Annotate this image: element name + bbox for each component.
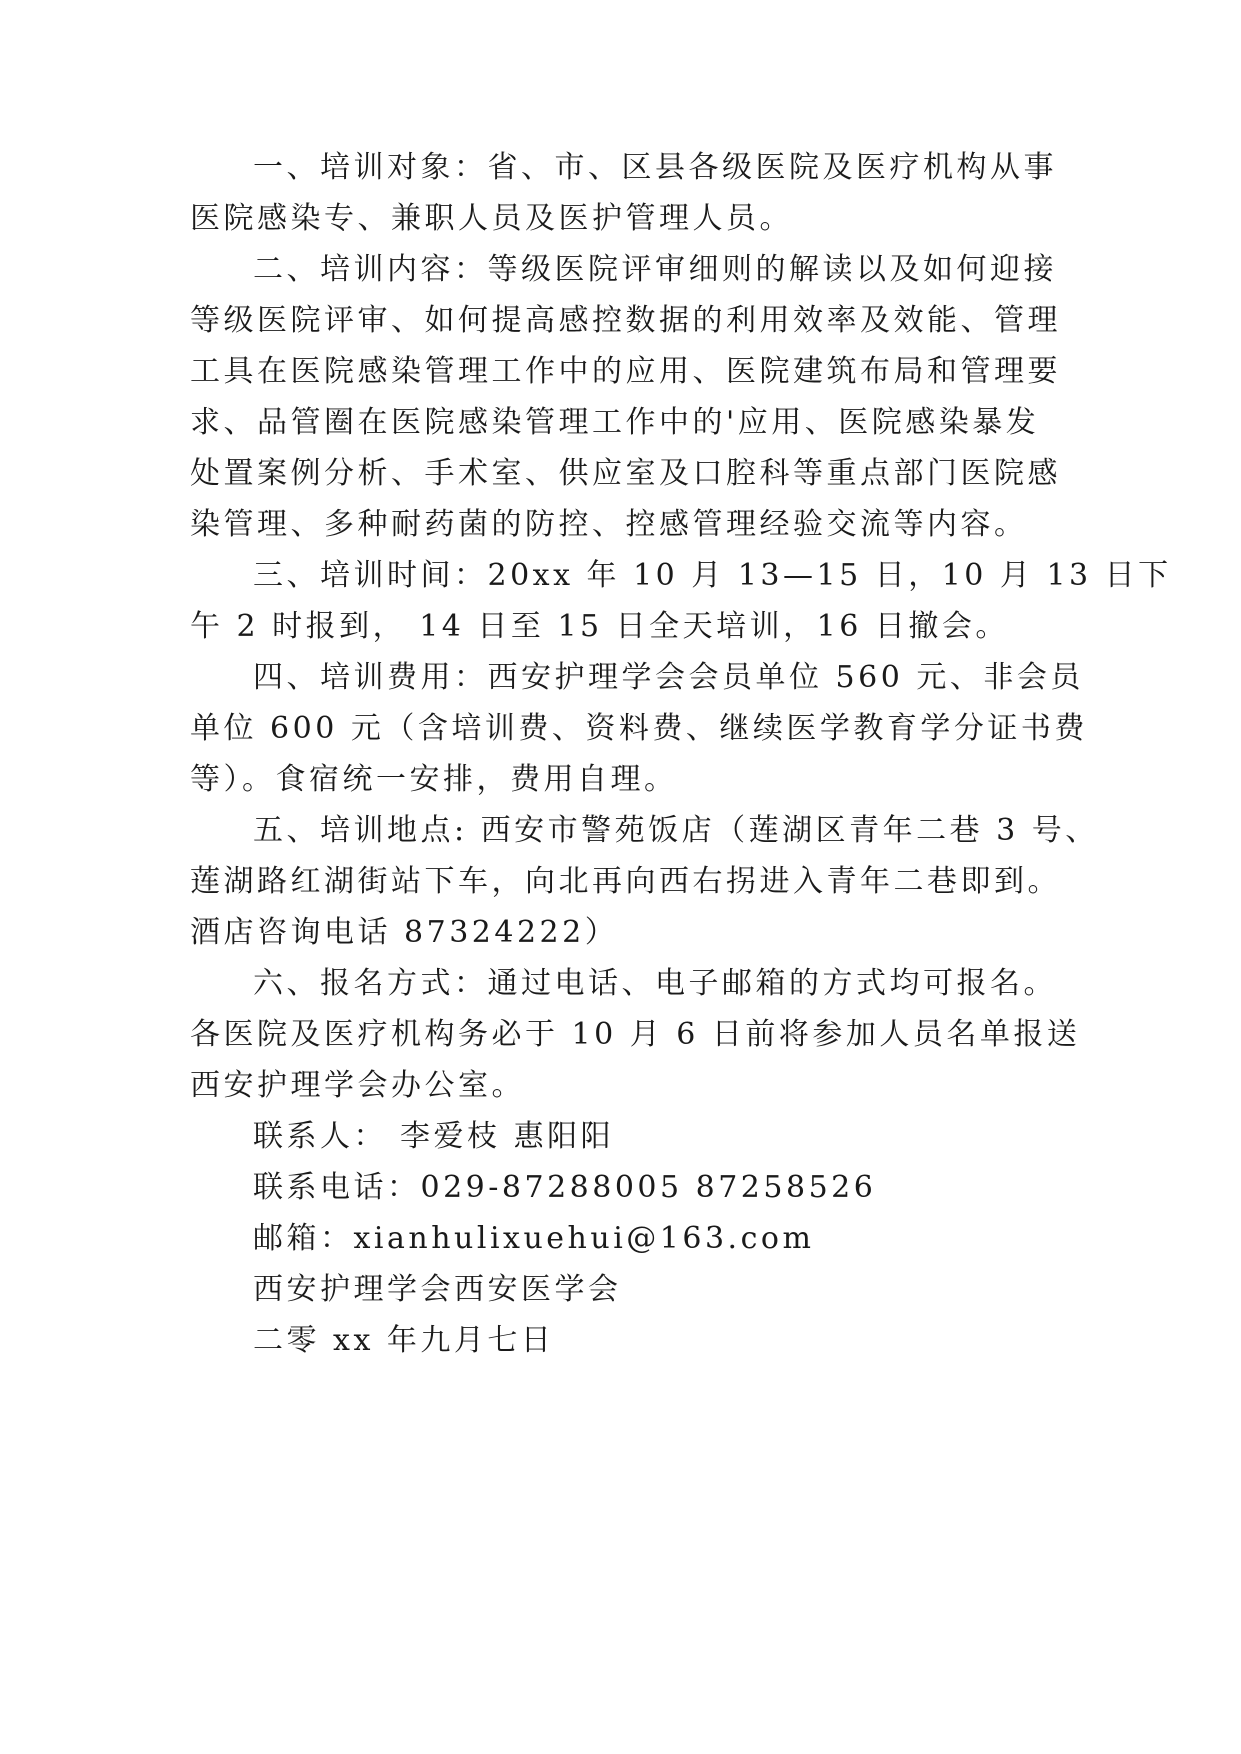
paragraph-3-line-1: 三、培训时间：20xx 年 10 月 13—15 日，10 月 13 日下 (253, 558, 1172, 593)
issue-date: 二零 xx 年九月七日 (253, 1323, 555, 1358)
paragraph-2-line-2: 等级医院评审、如何提高感控数据的利用效率及效能、管理 (190, 303, 1061, 338)
paragraph-2-line-1: 二、培训内容：等级医院评审细则的解读以及如何迎接 (253, 252, 1057, 287)
paragraph-1-line-2: 医院感染专、兼职人员及医护管理人员。 (190, 201, 793, 236)
paragraph-5-line-2: 莲湖路红湖街站下车，向北再向西右拐进入青年二巷即到。 (190, 864, 1061, 899)
paragraph-6-line-1: 六、报名方式：通过电话、电子邮箱的方式均可报名。 (253, 966, 1057, 1001)
issuer: 西安护理学会西安医学会 (253, 1272, 622, 1307)
paragraph-4-line-2: 单位 600 元（含培训费、资料费、继续医学教育学分证书费 (190, 711, 1088, 746)
contact-email: 邮箱：xianhulixuehui@163.com (253, 1221, 815, 1256)
paragraph-6-line-2: 各医院及医疗机构务必于 10 月 6 日前将参加人员名单报送 (190, 1017, 1081, 1052)
paragraph-5-line-1: 五、培训地点: 西安市警苑饭店（莲湖区青年二巷 3 号、 (253, 813, 1099, 848)
paragraph-4-line-3: 等）。食宿统一安排，费用自理。 (190, 762, 678, 797)
paragraph-2-line-4: 求、品管圈在医院感染管理工作中的'应用、医院感染暴发 (190, 405, 1040, 440)
paragraph-3-line-2: 午 2 时报到， 14 日至 15 日全天培训，16 日撤会。 (190, 609, 1009, 644)
paragraph-1-line-1: 一、培训对象：省、市、区县各级医院及医疗机构从事 (253, 150, 1057, 185)
paragraph-2-line-5: 处置案例分析、手术室、供应室及口腔科等重点部门医院感 (190, 456, 1061, 491)
paragraph-4-line-1: 四、培训费用：西安护理学会会员单位 560 元、非会员 (253, 660, 1084, 695)
contact-phone: 联系电话：029-87288005 87258526 (253, 1170, 877, 1205)
paragraph-5-line-3: 酒店咨询电话 87324222） (190, 915, 619, 950)
paragraph-2-line-3: 工具在医院感染管理工作中的应用、医院建筑布局和管理要 (190, 354, 1061, 389)
contact-person: 联系人： 李爱枝 惠阳阳 (253, 1119, 615, 1154)
paragraph-2-line-6: 染管理、多种耐药菌的防控、控感管理经验交流等内容。 (190, 507, 1028, 542)
paragraph-6-line-3: 西安护理学会办公室。 (190, 1068, 525, 1103)
